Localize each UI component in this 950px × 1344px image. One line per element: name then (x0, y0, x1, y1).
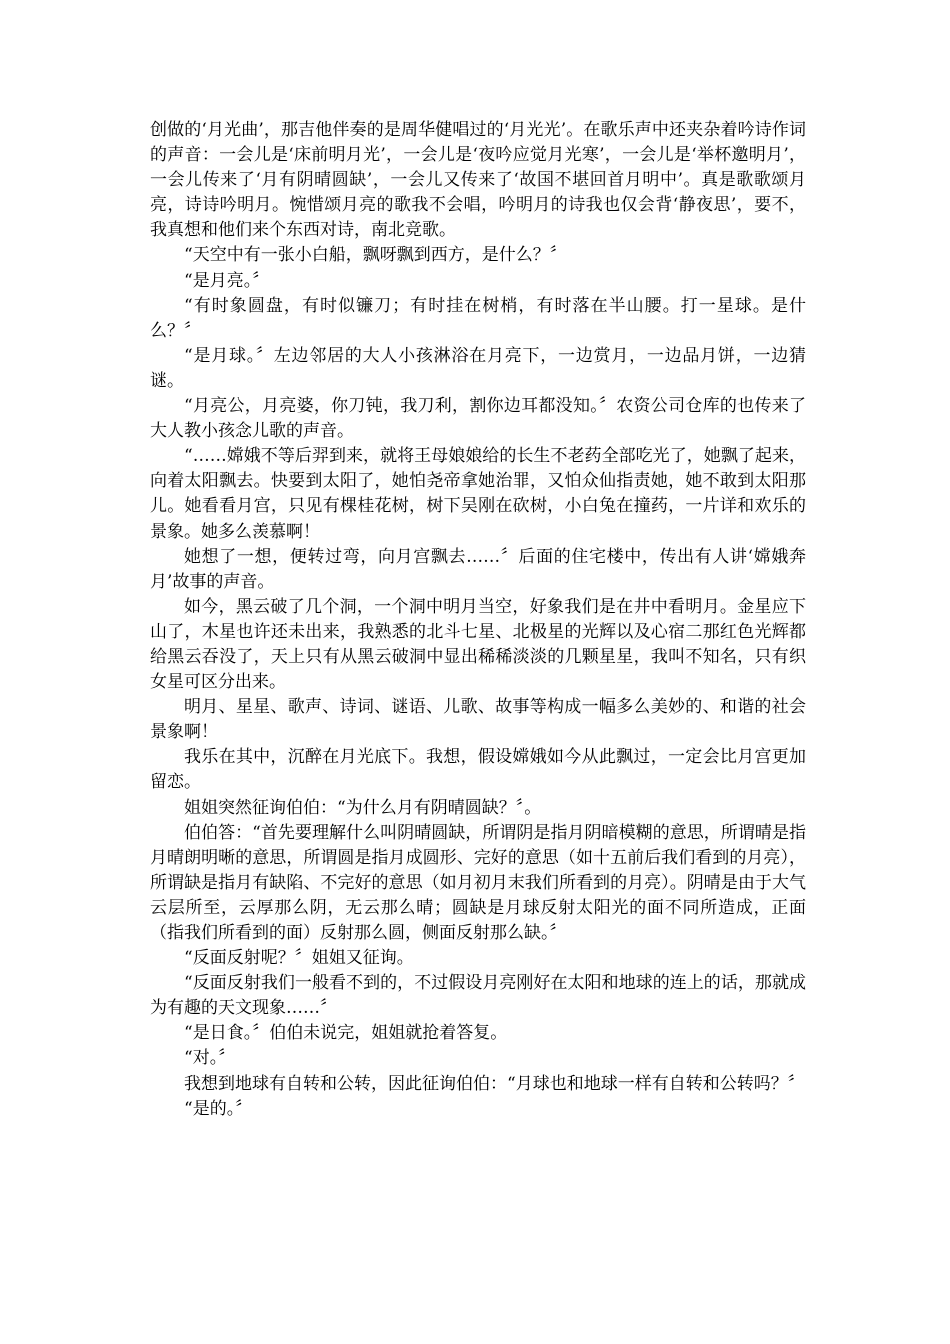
paragraph-2: “天空中有一张小白船，飘呀飘到西方，是什么？〞 (184, 245, 567, 266)
paragraph-14: “反面反射呢？〞姐姐又征询。 (184, 948, 414, 969)
paragraph-4: “有时象圆盘，有时似镰刀；有时挂在树梢，有时落在半山腰。打一星球。是什么？〞 (150, 295, 806, 341)
paragraph-1: 创做的‘月光曲’，那吉他伴奏的是周华健唱过的‘月光光’。在歌乐声中还夹杂着吟诗作词的声音：一会儿是‘床前明月光’，一会儿是‘夜吟应觉月光寒’，一会儿是‘举杯邀明月’，一会儿传来了‘月有阴晴圆缺’，一会儿又传来了‘故国不堪回首月明中’。真是歌歌颂月亮，诗诗吟明月。惋惜颂月亮的歌我不会唱，吟明月的诗我也仅会背‘静夜思’，要不，我真想和他们来个东西对诗，南北竞歌。 (150, 120, 806, 241)
paragraph-16: “是日食。〞伯伯未说完，姐姐就抢着答复。 (184, 1023, 508, 1044)
paragraph-10: 明月、星星、歌声、诗词、谜语、儿歌、故事等构成一幅多么美妙的、和谐的社会景象啊！ (150, 697, 806, 743)
paragraph-5: “是月球。〞左边邻居的大人小孩淋浴在月亮下，一边赏月，一边品月饼，一边猜谜。 (150, 345, 806, 391)
paragraph-7: “……嫦娥不等后羿到来，就将王母娘娘给的长生不老药全部吃光了，她飘了起来，向着太阳飘去。快要到太阳了，她怕尧帝拿她治罪，又怕众仙指责她，她不敢到太阳那儿。她看看月宫，只见有棵桂花树，树下吴刚在砍树，小白兔在撞药，一片详和欢乐的景象。她多么羡慕啊！ (150, 446, 806, 542)
document-body (150, 118, 806, 1122)
paragraph-18: 我想到地球有自转和公转，因此征询伯伯：“月球也和地球一样有自转和公转吗？〞 (184, 1073, 805, 1094)
paragraph-19: “是的。〞 (184, 1098, 253, 1119)
paragraph-9: 如今，黑云破了几个洞，一个洞中明月当空，好象我们是在井中看明月。金星应下山了，木星也许还未出来，我熟悉的北斗七星、北极星的光辉以及心宿二那红色光辉都给黑云吞没了，天上只有从黑云破洞中显出稀稀淡淡的几颗星星，我叫不知名，只有织女星可区分出来。 (150, 596, 806, 693)
paragraph-8: 她想了一想，便转过弯，向月宫飘去……〞后面的住宅楼中，传出有人讲‘嫦娥奔月’故事的声音。 (150, 546, 806, 592)
paragraph-11: 我乐在其中，沉醉在月光底下。我想，假设嫦娥如今从此飘过，一定会比月宫更加留恋。 (150, 747, 806, 793)
paragraph-6: “月亮公，月亮婆，你刀钝，我刀利，割你边耳都没知。〞农资公司仓库的也传来了大人教小孩念儿歌的声音。 (150, 396, 806, 442)
paragraph-17: “对。〞 (184, 1048, 236, 1069)
paragraph-13: 伯伯答：“首先要理解什么叫阴晴圆缺，所谓阴是指月阴暗模糊的意思，所谓晴是指月晴朗明晰的意思，所谓圆是指月成圆形、完好的意思（如十五前后我们看到的月亮），所谓缺是指月有缺陷、不完好的意思（如月初月末我们所看到的月亮）。阴晴是由于大气云层所至，云厚那么阴，无云那么晴；圆缺是月球反射太阳光的面不同所造成，正面（指我们所看到的面）反射那么圆，侧面反射那么缺。〞 (150, 822, 806, 943)
paragraph-3: “是月亮。〞 (184, 270, 270, 291)
paragraph-12: 姐姐突然征询伯伯：“为什么月有阴晴圆缺？〞。 (184, 797, 542, 818)
paragraph-15: “反面反射我们一般看不到的，不过假设月亮刚好在太阳和地球的连上的话，那就成为有趣的天文现象……〞 (150, 973, 806, 1019)
